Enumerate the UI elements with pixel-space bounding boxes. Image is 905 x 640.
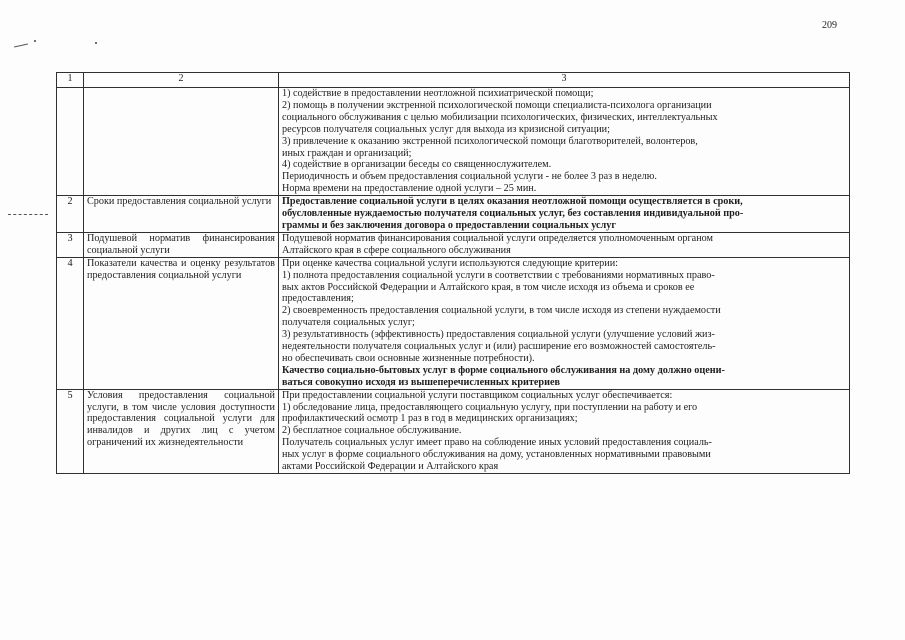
content-line: профилактический осмотр 1 раз в год в медицинских организациях; [282, 413, 578, 425]
table-row [57, 232, 850, 257]
content-line: Качество социально-бытовых услуг в форме социального обслуживания на дому должно оцени- [282, 364, 725, 376]
table-row [57, 389, 850, 473]
content-line: При предоставлении социальной услуги поставщиком социальных услуг обеспечивается: [282, 389, 673, 401]
content-line: ваться совокупно исходя из вышеперечисленных критериев [282, 376, 560, 388]
table-row [57, 88, 850, 196]
content-line: ресурсов получателя социальных услуг для выхода из кризисной ситуации; [282, 123, 610, 135]
content-line: 3) привлечение к оказанию экстренной психологической помощи благотворителей, волонтеров, [282, 135, 698, 147]
content-line: 2) бесплатное социальное обслуживание. [282, 425, 462, 437]
content-line: 1) обследование лица, предоставляющего социальную услугу, при поступлении на работу и его [282, 401, 698, 413]
content-line: 2) своевременность предоставления социальной услуги, в том числе исходя из степени нуждаемости [282, 305, 721, 317]
content-line: получателя социальных услуг; [282, 317, 415, 329]
content-line: актами Российской Федерации и Алтайского края [282, 461, 499, 473]
table-row [57, 196, 850, 233]
scan-dot [34, 40, 36, 42]
content-line: 1) содействие в предоставлении неотложной психиатрической помощи; [282, 88, 594, 99]
scan-dot [95, 42, 97, 44]
row-name: Подушевой норматив финансирования социальной услуги [84, 232, 279, 257]
content-line: 3) результативность (эффективность) предоставления социальной услуги (улучшение условий жиз- [282, 329, 715, 341]
content-line: Алтайского края в сфере социального обслуживания [282, 244, 511, 256]
table-row [57, 257, 850, 389]
content-line: недеятельности получателя социальных услуг и (или) расширение его возможностей самостоятель- [282, 341, 716, 353]
content-line: 2) помощь в получении экстренной психологической помощи специалиста-психолога организации [282, 99, 712, 111]
row-number [57, 88, 84, 196]
content-line: Периодичность и объем предоставления социальной услуги - не более 3 раз в неделю. [282, 171, 657, 183]
page-number: 209 [822, 20, 837, 31]
scan-mark [14, 44, 28, 48]
row-name: Сроки предоставления социальной услуги [84, 196, 279, 233]
header-cell: 3 [279, 73, 850, 88]
content-line: социального обслуживания с целью мобилизации психологических, физических, интеллектуальных [282, 111, 718, 123]
content-line: При оценке качества социальной услуги используются следующие критерии: [282, 257, 619, 269]
row-content [279, 232, 850, 257]
row-content [279, 196, 850, 233]
row-number: 2 [57, 196, 84, 233]
content-line: вых актов Российской Федерации и Алтайского края, в том числе исходя из объема и сроков ее [282, 281, 695, 293]
row-content [279, 257, 850, 389]
row-number: 4 [57, 257, 84, 389]
scan-mark [8, 214, 48, 215]
row-name [84, 88, 279, 196]
row-name: Показатели качества и оценку результатов предоставления социальной услуги [84, 257, 279, 389]
content-line: Получатель социальных услуг имеет право на соблюдение иных условий предоставления социаль- [282, 437, 712, 449]
row-number: 3 [57, 232, 84, 257]
content-line: иных граждан и организаций; [282, 147, 412, 159]
row-content [279, 389, 850, 473]
row-content [279, 88, 850, 196]
content-line: Норма времени на предоставление одной услуги – 25 мин. [282, 183, 537, 195]
content-line: 4) содействие в организации беседы со священнослужителем. [282, 159, 552, 171]
content-line: предоставления; [282, 293, 354, 305]
content-line: Подушевой норматив финансирования социальной услуги определяется уполномоченным органом [282, 232, 714, 244]
services-table [56, 72, 850, 474]
row-number: 5 [57, 389, 84, 473]
header-cell: 2 [84, 73, 279, 88]
content-line: граммы и без заключения договора о предоставлении социальных услуг [282, 219, 616, 231]
content-line: Предоставление социальной услуги в целях оказания неотложной помощи осуществляется в сроки, [282, 196, 743, 208]
content-line: обусловленные нуждаемостью получателя социальных услуг, без составления индивидуальной про- [282, 208, 744, 220]
content-line: ных услуг в форме социального обслуживания на дому, установленных нормативными правовыми [282, 449, 711, 461]
header-row [57, 73, 850, 88]
content-line: 1) полнота предоставления социальной услуги в соответствии с требованиями нормативных право- [282, 269, 715, 281]
header-cell: 1 [57, 73, 84, 88]
row-name: Условия предоставления социальной услуги, в том числе условия доступности предоставления социальной услуги для инвалидов и других лиц с учетом ограничений их жизнедеятельности [84, 389, 279, 473]
content-line: но обеспечивать свои основные жизненные потребности). [282, 352, 535, 364]
